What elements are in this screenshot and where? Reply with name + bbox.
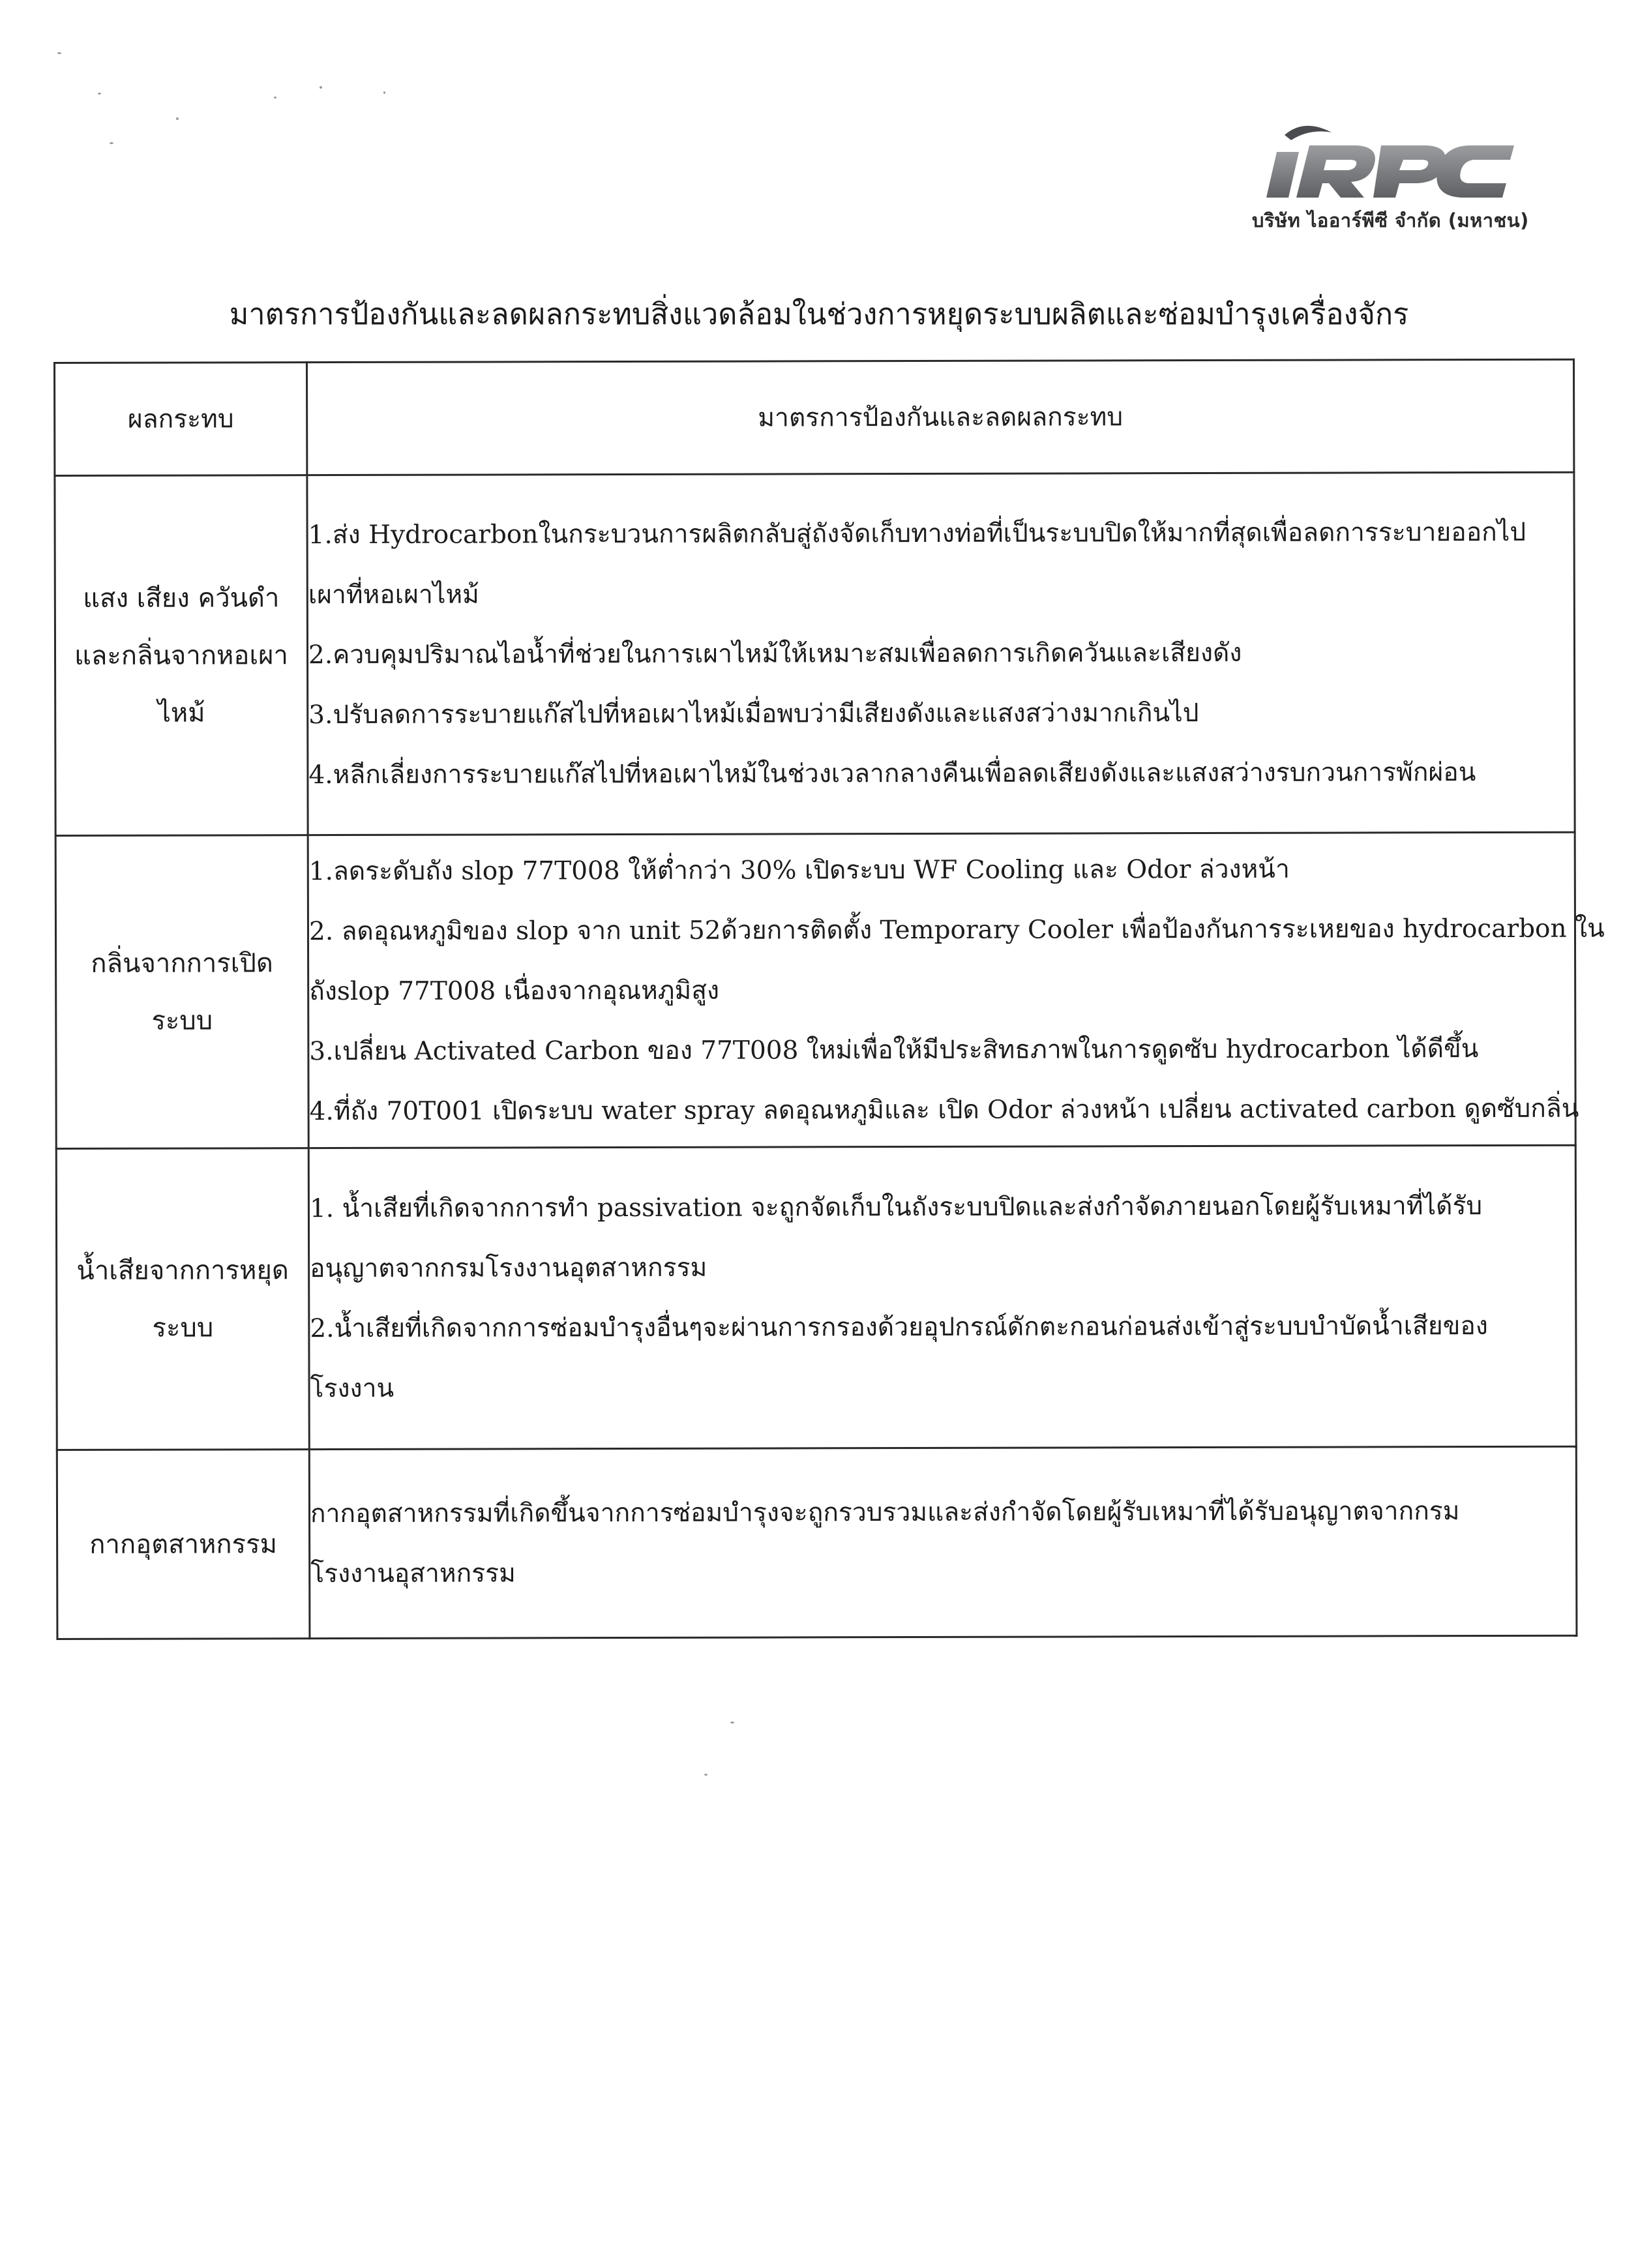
- measure-line: 1.ลดระดับถัง slop 77T008 ให้ต่ำกว่า 30% เปิดระบบ WF Cooling และ Odor ล่วงหน้า: [308, 854, 1290, 886]
- impact-line: และกลิ่นจากหอเผา: [74, 640, 289, 671]
- measure-line: 1. น้ำเสียที่เกิดจากการทำ passivation จะถูกจัดเก็บในถังระบบปิดและส่งกำจัดภายนอกโดยผู้รับเหมาที่ได้รับ: [309, 1191, 1483, 1223]
- impact-cell: [55, 475, 308, 836]
- impact-line: ระบบ: [152, 1312, 214, 1343]
- table-row: [57, 1446, 1577, 1639]
- table-row: [55, 472, 1575, 835]
- measure-line: 2.น้ำเสียที่เกิดจากการซ่อมบำรุงอื่นๆจะผ่านการกรองด้วยอุปกรณ์ดักตะกอนก่อนส่งเข้าสู่ระบบบำบัดน้ำเสียของ: [310, 1311, 1488, 1343]
- scan-speck: [704, 1774, 707, 1776]
- measure-line: อนุญาตจากกรมโรงงานอุตสาหกรรม: [310, 1253, 707, 1283]
- measures-table: [53, 359, 1605, 1640]
- header-measures: มาตรการป้องกันและลดผลกระทบ: [307, 359, 1574, 475]
- scan-speck: [176, 117, 179, 120]
- measure-cell: [309, 1446, 1577, 1638]
- impact-line: ไหม้: [157, 697, 205, 728]
- impact-line: ระบบ: [151, 1005, 213, 1036]
- impact-cell: [56, 1148, 309, 1450]
- impact-cell: [57, 1450, 310, 1639]
- measure-line: 2.ควบคุมปริมาณไอน้ำที่ช่วยในการเผาไหม้ให้เหมาะสมเพื่อลดการเกิดควันและเสียงดัง: [308, 638, 1242, 670]
- measure-line: 1.ส่ง Hydrocarbonในกระบวนการผลิตกลับสู่ถังจัดเก็บทางท่อที่เป็นระบบปิดให้มากที่สุดเพื่อลดการระบายออกไป: [308, 517, 1526, 550]
- company-logo: [1239, 121, 1529, 238]
- measure-cell: [308, 1145, 1576, 1449]
- impact-cell: [55, 835, 308, 1149]
- impact-line: น้ำเสียจากการหยุด: [76, 1255, 289, 1286]
- company-name: บริษัท ไออาร์พีซี จำกัด (มหาชน): [1252, 209, 1529, 231]
- measure-line: โรงงานอุสาหกรรม: [310, 1558, 516, 1589]
- scan-speck: [320, 86, 322, 89]
- measure-line: 3.เปลี่ยน Activated Carbon ของ 77T008 ใหม่เพื่อให้มีประสิทธภาพในการดูดซับ hydrocarbon ได้ดีขึ้น: [309, 1034, 1479, 1066]
- measure-line: 4.ที่ถัง 70T001 เปิดระบบ water spray ลดอุณหภูมิและ เปิด Odor ล่วงหน้า เปลี่ยน activated carbon ดูดซับกลิ่น: [309, 1094, 1579, 1126]
- measure-cell: [307, 472, 1575, 835]
- scan-speck: [98, 93, 101, 95]
- measure-line: โรงงาน: [310, 1373, 395, 1403]
- scan-speck: [274, 97, 276, 98]
- measure-line: 4.หลีกเลี่ยงการระบายแก๊สไปที่หอเผาไหม้ในช่วงเวลากลางคืนเพื่อลดเสียงดังและแสงสว่างรบกวนการพักผ่อน: [308, 757, 1476, 790]
- scan-speck: [57, 52, 61, 54]
- table-header-row: [55, 359, 1574, 475]
- scan-speck: [110, 142, 113, 144]
- impact-line: แสง เสียง ควันดำ: [83, 582, 280, 614]
- measure-line: 3.ปรับลดการระบายแก๊สไปที่หอเผาไหม้เมื่อพบว่ามีเสียงดังและแสงสว่างมากเกินไป: [308, 698, 1199, 730]
- table-row: [55, 832, 1575, 1148]
- document-title: มาตรการป้องกันและลดผลกระทบสิ่งแวดล้อมในช่วงการหยุดระบบผลิตและซ่อมบำรุงเครื่องจักร: [229, 297, 1409, 331]
- measure-line: ถังslop 77T008 เนื่องจากอุณหภูมิสูง: [309, 976, 720, 1006]
- measure-line: 2. ลดอุณหภูมิของ slop จาก unit 52ด้วยการติดตั้ง Temporary Cooler เพื่อป้องกันการระเหยของ hydrocarbon ใน: [308, 914, 1605, 946]
- measure-line: เผาที่หอเผาไหม้: [308, 580, 479, 610]
- measures-table-wrapper: [53, 362, 1605, 1640]
- irpc-logo-icon: [1258, 121, 1519, 205]
- header-impact: ผลกระทบ: [55, 363, 307, 476]
- impact-line: กลิ่นจากการเปิด: [91, 947, 273, 979]
- measure-cell: [308, 832, 1605, 1148]
- scan-speck: [730, 1722, 734, 1723]
- impact-line: กากอุตสาหกรรม: [89, 1529, 278, 1560]
- scan-speck: [383, 91, 385, 94]
- measure-line: กากอุตสาหกรรมที่เกิดขึ้นจากการซ่อมบำรุงจะถูกรวบรวมและส่งกำจัดโดยผู้รับเหมาที่ได้รับอนุญาตจากกรม: [310, 1496, 1460, 1529]
- table-row: [56, 1145, 1576, 1450]
